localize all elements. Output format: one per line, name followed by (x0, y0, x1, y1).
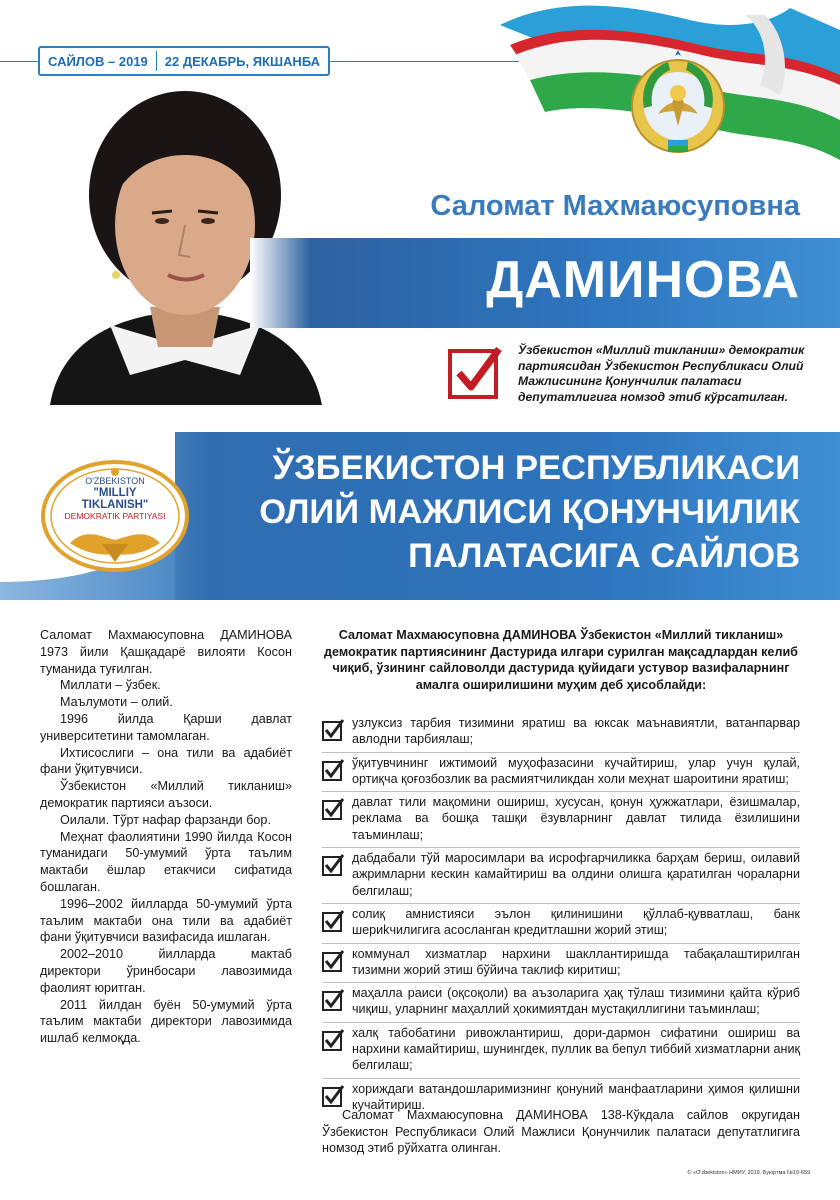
party-logo-line-1: O'ZBEKISTON (85, 476, 145, 486)
election-date: 22 ДЕКАБРЬ, ЯКШАНБА (164, 53, 321, 69)
election-tag (38, 46, 330, 76)
program-item (322, 753, 800, 793)
party-logo-line-4: DEMOKRATIK PARTIYASI (64, 511, 166, 521)
program-list (322, 713, 800, 1117)
checkbox-checked-icon (322, 798, 344, 820)
program-item-text: коммунал хизматлар нархини шакллантиришда табақалаштирилган тизимни жорий этиш бўйича таклиф киритиш; (352, 946, 800, 977)
program-item-text: ўқитувчининг ижтимоий муҳофазасини кучайтириш, улар учун қулай, ортиқча қоғозбозлик ва расмиятчиликдан холи меҳнат шароитини яратиш; (352, 755, 800, 786)
checkbox-checked-icon (447, 345, 503, 401)
candidate-first-names: Саломат Махмаюсуповна (430, 190, 800, 222)
bio-paragraph: Меҳнат фаолиятини 1990 йилда Косон туманидаги 50-умумий ўрта таълим мактаби ёшлар етакчиси сифатида бошлаган. (40, 829, 292, 894)
registration-statement: Саломат Махмаюсуповна ДАМИНОВА 138-Кўкдала сайлов округидан Ўзбекистон Республикаси Олий Мажлиси Қонунчилик палатаси депутатлигига номзод этиб рўйхатга олинган. (322, 1108, 800, 1155)
checkbox-checked-icon (322, 854, 344, 876)
program-item (322, 983, 800, 1023)
party-logo-line-2: "MILLIY (93, 487, 137, 499)
program-item-text: давлат тили мақомини ошириш, хусусан, қонун ҳужжатлари, ёзишмалар, реклама ва бошқа ташқи ёзувларнинг давлат тилида ёзилишини таъминлаш; (352, 795, 800, 842)
election-title-line-3: ПАЛАТАСИГА САЙЛОВ (408, 537, 800, 575)
election-title-line-1: ЎЗБЕКИСТОН РЕСПУБЛИКАСИ (272, 449, 800, 487)
checkbox-checked-icon (322, 759, 344, 781)
bio-paragraph: Саломат Махмаюсуповна ДАМИНОВА 1973 йили Қашқадарё вилояти Косон туманида туғилган. (40, 628, 292, 676)
bio-paragraph: 1996–2002 йилларда 50-умумий ўрта таълим мактаби она тили ва адабиёт фани ўқитувчиси вазифасида ишлаган. (40, 896, 292, 945)
election-title (259, 446, 800, 578)
print-imprint: © «O'zbekiston» НМИУ, 2019. Буюртма №19-659 (687, 1170, 810, 1176)
program-item (322, 904, 800, 944)
bio-paragraph: 2002–2010 йилларда мактаб директори ўринбосари лавозимида фаолият юритган. (40, 947, 292, 995)
checkbox-checked-icon (322, 950, 344, 972)
checkbox-checked-icon (322, 910, 344, 932)
program-item-text: маҳалла раиси (оқсоқоли) ва аъзоларига ҳақ тўлаш тизимини қайта кўриб чиқиш, уларнинг маҳаллий ҳокимиятдан мустақиллигини таъминлаш; (352, 986, 800, 1017)
checkbox-checked-icon (322, 1085, 344, 1107)
party-logo-line-3: TIKLANISH" (81, 499, 149, 511)
bio-paragraph: Ўзбекистон «Миллий тикланиш» демократик партияси аъзоси. (40, 779, 292, 810)
bio-paragraph: 1996 йилда Қарши давлат университетини тамомлаган. (40, 711, 292, 743)
program-item (322, 792, 800, 848)
program-item-text: хориждаги ватандошларимизнинг қонуний манфаатларини ҳимоя қилишни кучайтириш. (352, 1081, 800, 1112)
election-label: САЙЛОВ – 2019 (48, 53, 148, 69)
biography (40, 627, 292, 1047)
bio-paragraph: Ихтисослиги – она тили ва адабиёт фани ўқитувчиси. (40, 745, 292, 777)
bio-paragraph: Маълумоти – олий. (60, 695, 173, 710)
bio-paragraph: 2011 йилдан буён 50-умумий ўрта таълим мактаби директори лавозимида ишлаб келмоқда. (40, 997, 292, 1046)
bio-paragraph: Оилали. Тўрт нафар фарзанди бор. (60, 812, 271, 827)
checkbox-checked-icon (322, 719, 344, 741)
program-item (322, 1023, 800, 1079)
program-item-text: узлуксиз тарбия тизимини яратиш ва юксак маънавиятли, ватанпарвар авлодни тарбиялаш; (352, 716, 800, 747)
bio-paragraph: Миллати – ўзбек. (60, 678, 161, 693)
program-item (322, 713, 800, 753)
program-item (322, 944, 800, 984)
program-item-text: дабдабали тўй маросимлари ва исрофгарчиликка барҳам бериш, оилавий ажримларни кескин камайтириш ва олдини олишга қаратилган чораларни белгилаш; (352, 851, 800, 898)
program-item-text: халқ табобатини ривожлантириш, дори-дармон сифатини ошириш ва нархини камайтириш, шунингдек, пуллик ва бепул тиббий хизматларни аниқ белгилаш; (352, 1025, 800, 1073)
state-emblem-image (628, 48, 728, 158)
program-intro: Саломат Махмаюсуповна ДАМИНОВА Ўзбекистон «Миллий тикланиш» демократик партиясининг Дастурида илгари сурилган мақсадлардан келиб чиқиб, ўзининг сайловолди дастурида қуйидаги устувор вазифаларнинг амалга оширилишини муҳим деб ҳисоблайди: (324, 628, 798, 692)
program-item (322, 848, 800, 904)
nomination-statement: Ўзбекистон «Миллий тикланиш» демократик партиясидан Ўзбекистон Республикаси Олий Мажлисининг Қонунчилик палатаси депутатлигига номзод этиб кўрсатилган. (518, 343, 805, 404)
candidate-surname: ДАМИНОВА (486, 251, 800, 309)
checkbox-checked-icon (322, 989, 344, 1011)
checkbox-checked-icon (322, 1029, 344, 1051)
party-logo-text (40, 476, 190, 522)
program-item-text: солиқ амнистияси эълон қилинишини қўллаб-қувватлаш, банк шериkчилигига асосланган кредитлашни жорий этиш; (352, 906, 800, 938)
election-title-line-2: ОЛИЙ МАЖЛИСИ ҚОНУНЧИЛИК (259, 493, 800, 531)
